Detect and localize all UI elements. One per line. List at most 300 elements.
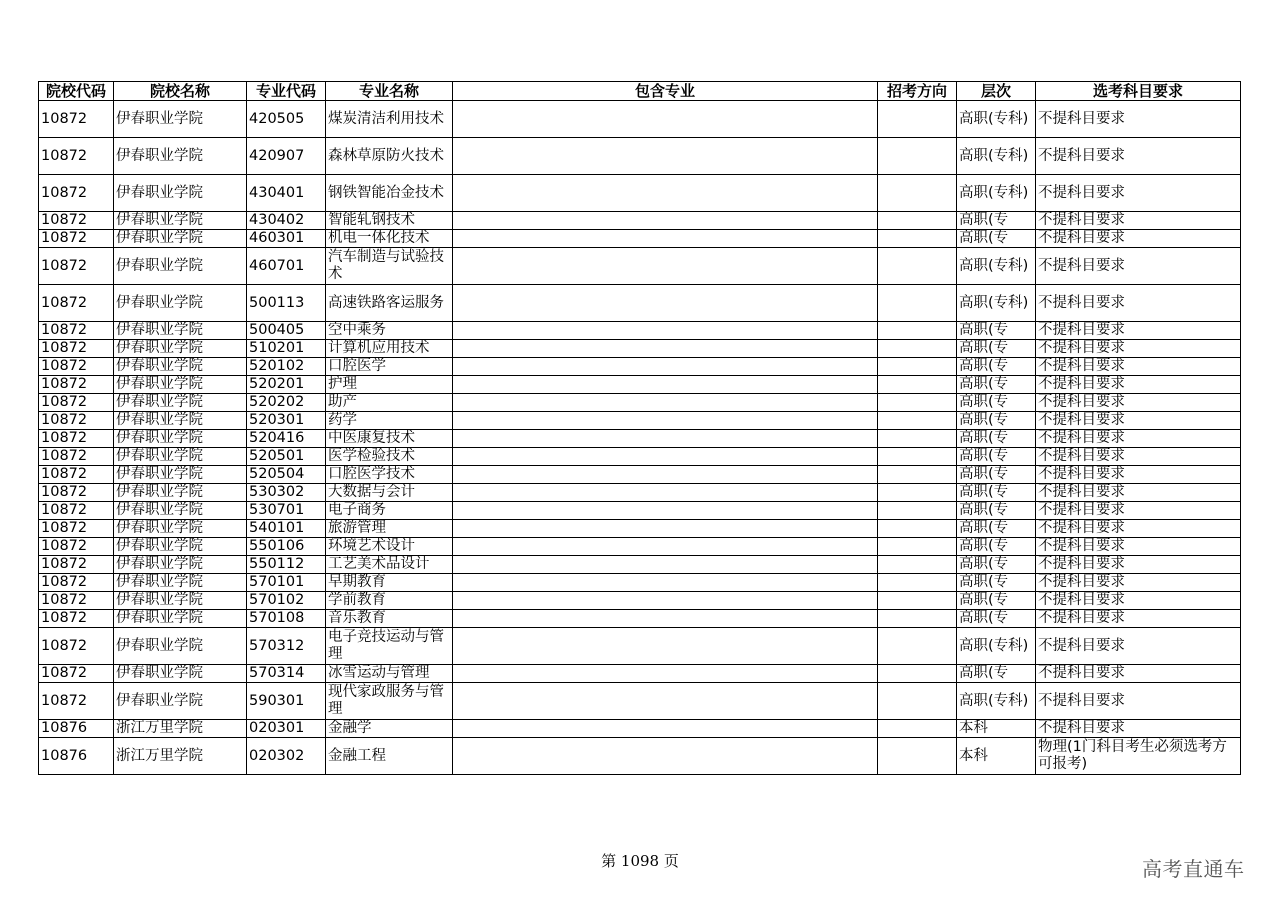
major-code-cell: [247, 628, 326, 665]
school-code-text: 10872: [41, 376, 88, 392]
header-major-name: 专业名称: [326, 82, 453, 101]
school-code-cell: [39, 248, 114, 285]
direction-cell: [878, 376, 957, 394]
header-included-majors: 包含专业: [453, 82, 878, 101]
requirement-cell: [1036, 175, 1241, 212]
school-code-cell: [39, 212, 114, 230]
table-row: [39, 538, 1241, 556]
major-name-text: 森林草原防火技术: [328, 147, 444, 164]
included-majors-cell: [453, 556, 878, 574]
school-name-text: 伊春职业学院: [116, 466, 203, 482]
major-name-text: 煤炭清洁利用技术: [328, 110, 444, 127]
included-majors-cell: [453, 738, 878, 775]
level-text: 高职(专科): [959, 184, 1029, 201]
requirement-text: 不提科目要求: [1038, 294, 1125, 311]
table-row: [39, 448, 1241, 466]
school-code-cell: [39, 175, 114, 212]
major-code-cell: [247, 430, 326, 448]
major-name-cell: [326, 322, 453, 340]
level-text: 高职(专: [959, 538, 1009, 554]
major-code-text: 520416: [249, 430, 305, 446]
included-majors-cell: [453, 358, 878, 376]
major-name-cell: [326, 340, 453, 358]
major-code-text: 520301: [249, 412, 305, 428]
included-majors-cell: [453, 285, 878, 322]
level-cell: [957, 322, 1036, 340]
included-majors-cell: [453, 592, 878, 610]
major-name-cell: [326, 212, 453, 230]
level-cell: [957, 358, 1036, 376]
major-name-cell: [326, 101, 453, 138]
school-name-text: 伊春职业学院: [116, 430, 203, 446]
requirement-text: 物理(1门科目考生必须选考方可报考): [1038, 739, 1227, 772]
major-name-text: 金融工程: [328, 747, 386, 764]
school-name-cell: [114, 538, 247, 556]
major-code-cell: [247, 484, 326, 502]
major-name-cell: [326, 376, 453, 394]
school-name-cell: [114, 285, 247, 322]
requirement-text: 不提科目要求: [1038, 394, 1125, 410]
requirement-cell: [1036, 628, 1241, 665]
school-code-text: 10872: [41, 322, 88, 338]
major-name-cell: [326, 738, 453, 775]
major-code-cell: [247, 574, 326, 592]
direction-cell: [878, 484, 957, 502]
major-code-cell: [247, 248, 326, 285]
school-name-text: 伊春职业学院: [116, 184, 203, 201]
major-code-cell: [247, 212, 326, 230]
requirement-text: 不提科目要求: [1038, 556, 1125, 572]
major-name-cell: [326, 285, 453, 322]
major-name-text: 金融学: [328, 720, 372, 736]
school-name-text: 伊春职业学院: [116, 574, 203, 590]
major-name-cell: [326, 230, 453, 248]
requirement-cell: [1036, 101, 1241, 138]
school-code-cell: [39, 592, 114, 610]
requirement-cell: [1036, 466, 1241, 484]
included-majors-cell: [453, 394, 878, 412]
table-row: [39, 502, 1241, 520]
table-row: [39, 175, 1241, 212]
major-code-cell: [247, 592, 326, 610]
table-row: [39, 556, 1241, 574]
requirement-text: 不提科目要求: [1038, 466, 1125, 482]
major-code-cell: [247, 412, 326, 430]
level-cell: [957, 340, 1036, 358]
level-cell: [957, 101, 1036, 138]
header-direction: 招考方向: [878, 82, 957, 101]
school-name-text: 伊春职业学院: [116, 257, 203, 274]
direction-cell: [878, 358, 957, 376]
requirement-cell: [1036, 376, 1241, 394]
school-name-cell: [114, 340, 247, 358]
requirement-text: 不提科目要求: [1038, 665, 1125, 681]
school-name-text: 伊春职业学院: [116, 294, 203, 311]
major-code-text: 570101: [249, 574, 305, 590]
school-name-cell: [114, 430, 247, 448]
school-code-text: 10872: [41, 484, 88, 500]
requirement-text: 不提科目要求: [1038, 322, 1125, 338]
direction-cell: [878, 138, 957, 175]
level-cell: [957, 212, 1036, 230]
school-code-text: 10872: [41, 257, 88, 274]
school-name-cell: [114, 466, 247, 484]
level-text: 本科: [959, 747, 988, 764]
requirement-cell: [1036, 340, 1241, 358]
school-code-text: 10872: [41, 394, 88, 410]
requirement-text: 不提科目要求: [1038, 110, 1125, 127]
direction-cell: [878, 738, 957, 775]
school-code-text: 10872: [41, 110, 88, 127]
included-majors-cell: [453, 230, 878, 248]
school-code-text: 10876: [41, 720, 88, 736]
level-cell: [957, 538, 1036, 556]
major-code-text: 420907: [249, 147, 305, 164]
major-code-text: 430401: [249, 184, 305, 201]
direction-cell: [878, 212, 957, 230]
level-cell: [957, 592, 1036, 610]
school-name-text: 浙江万里学院: [116, 747, 203, 764]
major-code-cell: [247, 138, 326, 175]
table-row: [39, 285, 1241, 322]
school-code-cell: [39, 484, 114, 502]
level-cell: [957, 175, 1036, 212]
level-cell: [957, 138, 1036, 175]
included-majors-cell: [453, 448, 878, 466]
included-majors-cell: [453, 466, 878, 484]
school-name-text: 伊春职业学院: [116, 212, 203, 228]
major-name-text: 高速铁路客运服务: [328, 294, 444, 311]
requirement-cell: [1036, 665, 1241, 683]
major-name-text: 旅游管理: [328, 520, 386, 536]
direction-cell: [878, 412, 957, 430]
school-code-text: 10872: [41, 294, 88, 311]
header-school-code: 院校代码: [39, 82, 114, 101]
school-code-text: 10872: [41, 430, 88, 446]
header-requirement: 选考科目要求: [1036, 82, 1241, 101]
school-name-text: 伊春职业学院: [116, 592, 203, 608]
school-name-cell: [114, 683, 247, 720]
school-code-text: 10872: [41, 212, 88, 228]
major-code-text: 020301: [249, 720, 305, 736]
school-code-cell: [39, 322, 114, 340]
school-code-text: 10872: [41, 610, 88, 626]
major-code-text: 520201: [249, 376, 305, 392]
major-name-text: 助产: [328, 394, 357, 410]
major-code-text: 570108: [249, 610, 305, 626]
table-row: [39, 720, 1241, 738]
major-name-text: 计算机应用技术: [328, 340, 430, 356]
school-code-text: 10872: [41, 692, 88, 709]
level-text: 高职(专: [959, 394, 1009, 410]
level-text: 高职(专科): [959, 294, 1029, 311]
major-name-cell: [326, 520, 453, 538]
requirement-text: 不提科目要求: [1038, 430, 1125, 446]
direction-cell: [878, 574, 957, 592]
included-majors-cell: [453, 430, 878, 448]
major-code-cell: [247, 538, 326, 556]
table-row: [39, 574, 1241, 592]
table-row: [39, 394, 1241, 412]
direction-cell: [878, 466, 957, 484]
major-code-cell: [247, 358, 326, 376]
direction-cell: [878, 683, 957, 720]
level-text: 高职(专科): [959, 637, 1029, 654]
major-code-text: 430402: [249, 212, 305, 228]
school-code-cell: [39, 738, 114, 775]
school-code-text: 10872: [41, 466, 88, 482]
included-majors-cell: [453, 484, 878, 502]
school-name-text: 伊春职业学院: [116, 147, 203, 164]
level-text: 高职(专: [959, 484, 1009, 500]
table-row: [39, 592, 1241, 610]
major-code-cell: [247, 448, 326, 466]
level-text: 高职(专: [959, 212, 1009, 228]
school-name-cell: [114, 738, 247, 775]
school-code-text: 10872: [41, 340, 88, 356]
requirement-text: 不提科目要求: [1038, 484, 1125, 500]
requirement-text: 不提科目要求: [1038, 720, 1125, 736]
requirement-cell: [1036, 738, 1241, 775]
school-name-cell: [114, 175, 247, 212]
school-code-text: 10872: [41, 147, 88, 164]
major-code-text: 420505: [249, 110, 305, 127]
header-level: 层次: [957, 82, 1036, 101]
school-name-text: 伊春职业学院: [116, 358, 203, 374]
direction-cell: [878, 556, 957, 574]
included-majors-cell: [453, 520, 878, 538]
requirement-text: 不提科目要求: [1038, 520, 1125, 536]
level-text: 高职(专: [959, 430, 1009, 446]
requirement-text: 不提科目要求: [1038, 184, 1125, 201]
major-code-cell: [247, 175, 326, 212]
level-cell: [957, 610, 1036, 628]
major-name-cell: [326, 466, 453, 484]
major-code-text: 570102: [249, 592, 305, 608]
major-code-text: 550106: [249, 538, 305, 554]
school-name-text: 伊春职业学院: [116, 520, 203, 536]
included-majors-cell: [453, 502, 878, 520]
major-name-cell: [326, 484, 453, 502]
school-code-cell: [39, 466, 114, 484]
major-code-text: 590301: [249, 692, 305, 709]
requirement-cell: [1036, 538, 1241, 556]
requirement-cell: [1036, 212, 1241, 230]
school-code-cell: [39, 448, 114, 466]
major-name-cell: [326, 538, 453, 556]
major-code-cell: [247, 376, 326, 394]
level-text: 高职(专: [959, 520, 1009, 536]
level-text: 高职(专: [959, 466, 1009, 482]
level-cell: [957, 285, 1036, 322]
requirement-cell: [1036, 412, 1241, 430]
level-cell: [957, 556, 1036, 574]
included-majors-cell: [453, 720, 878, 738]
major-code-cell: [247, 610, 326, 628]
direction-cell: [878, 322, 957, 340]
level-text: 高职(专: [959, 665, 1009, 681]
major-name-text: 大数据与会计: [328, 484, 415, 500]
direction-cell: [878, 394, 957, 412]
major-code-text: 540101: [249, 520, 305, 536]
level-text: 高职(专: [959, 574, 1009, 590]
major-code-cell: [247, 502, 326, 520]
included-majors-cell: [453, 412, 878, 430]
major-name-cell: [326, 138, 453, 175]
school-name-text: 伊春职业学院: [116, 394, 203, 410]
level-text: 高职(专: [959, 322, 1009, 338]
level-cell: [957, 738, 1036, 775]
major-code-cell: [247, 665, 326, 683]
school-name-cell: [114, 212, 247, 230]
school-code-text: 10872: [41, 502, 88, 518]
level-text: 高职(专: [959, 448, 1009, 464]
school-name-text: 伊春职业学院: [116, 110, 203, 127]
level-cell: [957, 230, 1036, 248]
requirement-text: 不提科目要求: [1038, 376, 1125, 392]
major-code-text: 520504: [249, 466, 305, 482]
level-text: 高职(专: [959, 556, 1009, 572]
school-name-text: 伊春职业学院: [116, 502, 203, 518]
level-text: 高职(专: [959, 376, 1009, 392]
major-code-text: 460301: [249, 230, 305, 246]
level-cell: [957, 574, 1036, 592]
school-name-cell: [114, 628, 247, 665]
table-row: [39, 322, 1241, 340]
included-majors-cell: [453, 138, 878, 175]
level-text: 高职(专科): [959, 257, 1029, 274]
major-name-cell: [326, 412, 453, 430]
included-majors-cell: [453, 574, 878, 592]
school-code-cell: [39, 574, 114, 592]
table-row: [39, 628, 1241, 665]
major-name-text: 电子商务: [328, 502, 386, 518]
direction-cell: [878, 248, 957, 285]
table-row: [39, 248, 1241, 285]
major-name-cell: [326, 574, 453, 592]
included-majors-cell: [453, 665, 878, 683]
major-code-cell: [247, 101, 326, 138]
table-row: [39, 430, 1241, 448]
level-cell: [957, 665, 1036, 683]
requirement-text: 不提科目要求: [1038, 340, 1125, 356]
school-code-cell: [39, 138, 114, 175]
school-name-cell: [114, 394, 247, 412]
school-code-cell: [39, 556, 114, 574]
school-name-cell: [114, 610, 247, 628]
included-majors-cell: [453, 376, 878, 394]
major-name-cell: [326, 720, 453, 738]
requirement-cell: [1036, 610, 1241, 628]
major-name-text: 药学: [328, 412, 357, 428]
included-majors-cell: [453, 628, 878, 665]
school-name-text: 伊春职业学院: [116, 340, 203, 356]
requirement-cell: [1036, 574, 1241, 592]
level-cell: [957, 484, 1036, 502]
level-cell: [957, 520, 1036, 538]
header-row: [39, 82, 1241, 101]
direction-cell: [878, 230, 957, 248]
direction-cell: [878, 502, 957, 520]
level-text: 高职(专科): [959, 110, 1029, 127]
requirement-text: 不提科目要求: [1038, 692, 1125, 709]
level-cell: [957, 502, 1036, 520]
major-name-cell: [326, 628, 453, 665]
major-code-cell: [247, 322, 326, 340]
major-name-text: 环境艺术设计: [328, 538, 415, 554]
school-code-cell: [39, 502, 114, 520]
table-body: [39, 101, 1241, 775]
major-code-text: 500405: [249, 322, 305, 338]
requirement-cell: [1036, 430, 1241, 448]
level-cell: [957, 412, 1036, 430]
requirement-cell: [1036, 285, 1241, 322]
level-cell: [957, 448, 1036, 466]
requirement-text: 不提科目要求: [1038, 592, 1125, 608]
direction-cell: [878, 430, 957, 448]
level-cell: [957, 683, 1036, 720]
direction-cell: [878, 628, 957, 665]
level-cell: [957, 248, 1036, 285]
major-code-text: 570314: [249, 665, 305, 681]
school-code-text: 10872: [41, 520, 88, 536]
table-row: [39, 212, 1241, 230]
major-name-cell: [326, 665, 453, 683]
school-name-text: 伊春职业学院: [116, 610, 203, 626]
school-name-text: 伊春职业学院: [116, 484, 203, 500]
school-code-text: 10876: [41, 747, 88, 764]
school-code-text: 10872: [41, 592, 88, 608]
table-row: [39, 610, 1241, 628]
school-name-cell: [114, 138, 247, 175]
requirement-cell: [1036, 138, 1241, 175]
major-name-cell: [326, 175, 453, 212]
direction-cell: [878, 175, 957, 212]
major-name-cell: [326, 248, 453, 285]
major-code-cell: [247, 520, 326, 538]
direction-cell: [878, 285, 957, 322]
level-text: 高职(专: [959, 610, 1009, 626]
included-majors-cell: [453, 340, 878, 358]
header-school-name: 院校名称: [114, 82, 247, 101]
requirement-cell: [1036, 592, 1241, 610]
school-name-cell: [114, 448, 247, 466]
school-code-text: 10872: [41, 665, 88, 681]
requirement-text: 不提科目要求: [1038, 502, 1125, 518]
major-name-text: 音乐教育: [328, 610, 386, 626]
requirement-cell: [1036, 484, 1241, 502]
major-name-text: 护理: [328, 376, 357, 392]
major-name-text: 工艺美术品设计: [328, 556, 430, 572]
school-code-cell: [39, 394, 114, 412]
direction-cell: [878, 592, 957, 610]
school-name-text: 伊春职业学院: [116, 538, 203, 554]
major-code-text: 460701: [249, 257, 305, 274]
level-text: 高职(专: [959, 412, 1009, 428]
table-row: [39, 466, 1241, 484]
major-code-cell: [247, 466, 326, 484]
major-name-text: 口腔医学: [328, 358, 386, 374]
major-name-text: 口腔医学技术: [328, 466, 415, 482]
school-name-text: 伊春职业学院: [116, 692, 203, 709]
page-number: 第 1098 页: [601, 852, 679, 870]
included-majors-cell: [453, 610, 878, 628]
table-row: [39, 376, 1241, 394]
major-name-cell: [326, 683, 453, 720]
level-cell: [957, 466, 1036, 484]
major-code-cell: [247, 340, 326, 358]
major-name-cell: [326, 502, 453, 520]
